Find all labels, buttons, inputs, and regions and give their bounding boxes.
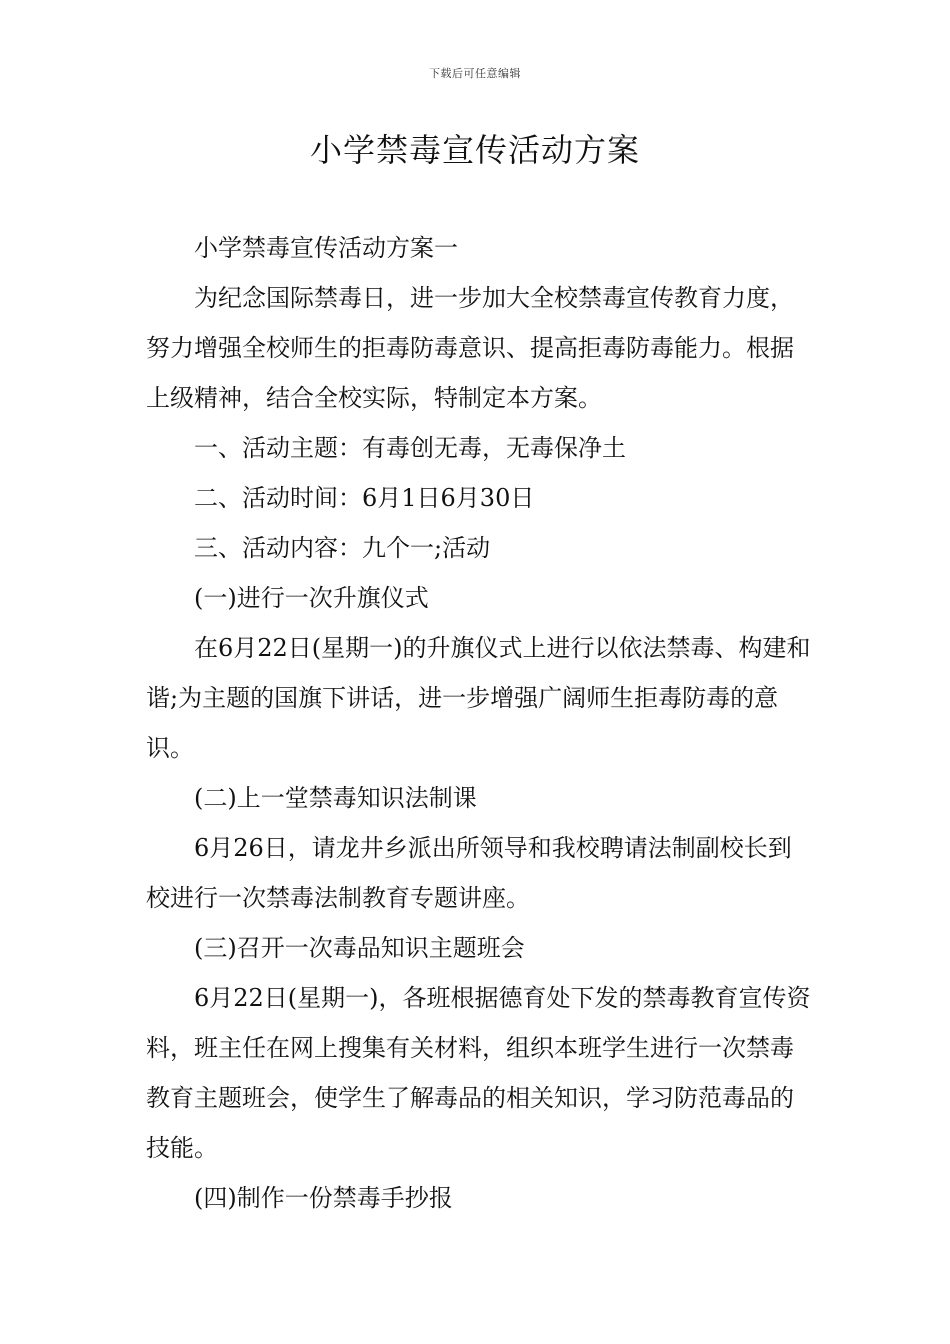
paragraph: 在6月22日(星期一)的升旗仪式上进行以依法禁毒、构建和谐;为主题的国旗下讲话，进一步增强广阔师生拒毒防毒的意识。 [146, 634, 811, 762]
section-heading-1: (一)进行一次升旗仪式 [194, 584, 429, 612]
document-title: 小学禁毒宣传活动方案 [309, 131, 640, 169]
section-heading-4: (四)制作一份禁毒手抄报 [194, 1184, 453, 1212]
section-heading-3: (三)召开一次毒品知识主题班会 [194, 934, 525, 962]
paragraph-content: 三、活动内容：九个一;活动 [194, 534, 491, 562]
header-note: 下载后可任意编辑 [429, 67, 521, 80]
paragraph-subtitle: 小学禁毒宣传活动方案一 [194, 234, 458, 262]
section-heading-2: (二)上一堂禁毒知识法制课 [194, 784, 477, 812]
paragraph: 6月26日，请龙井乡派出所领导和我校聘请法制副校长到校进行一次禁毒法制教育专题讲座。 [146, 834, 792, 912]
paragraph: 6月22日(星期一)，各班根据德育处下发的禁毒教育宣传资料，班主任在网上搜集有关材料，组织本班学生进行一次禁毒教育主题班会，使学生了解毒品的相关知识，学习防范毒品的技能。 [146, 984, 811, 1162]
paragraph-intro: 为纪念国际禁毒日，进一步加大全校禁毒宣传教育力度，努力增强全校师生的拒毒防毒意识、提高拒毒防毒能力。根据上级精神，结合全校实际，特制定本方案。 [146, 284, 794, 412]
document-body [146, 223, 811, 1223]
paragraph-theme: 一、活动主题：有毒创无毒，无毒保净土 [194, 434, 626, 462]
paragraph-time: 二、活动时间：6月1日6月30日 [194, 484, 535, 512]
